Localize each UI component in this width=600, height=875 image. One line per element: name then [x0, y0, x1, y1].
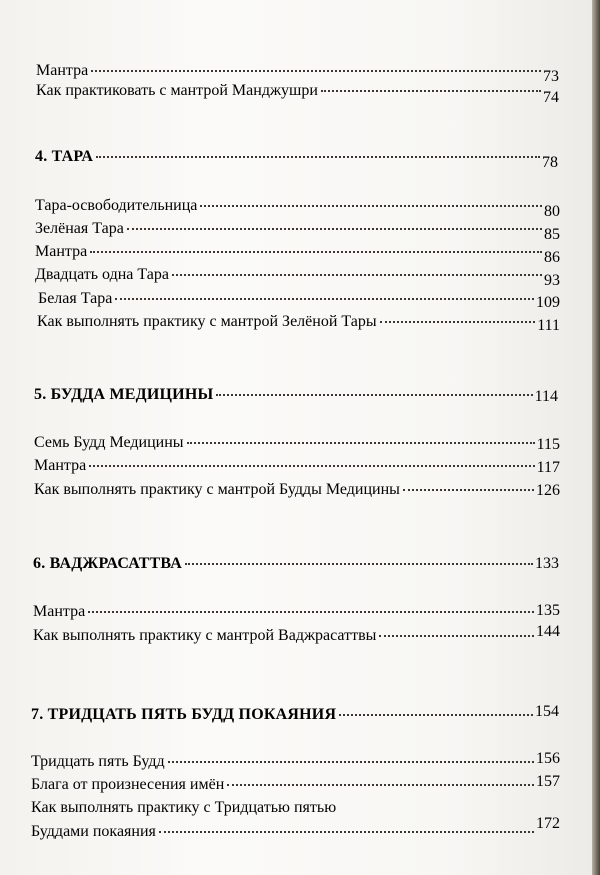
toc-entry-title: Как выполнять практику с Тридцатью пятью	[31, 799, 337, 816]
toc-chapter-title: 6. ВАДЖРАСАТТВА	[33, 555, 182, 572]
toc-entry-title: Зелёная Тара	[35, 220, 124, 237]
toc-page-number: 74	[543, 89, 559, 106]
dot-leader	[89, 465, 534, 467]
toc-chapter-title: 5. БУДДА МЕДИЦИНЫ	[34, 386, 214, 403]
toc-entry-green-tara-practice	[37, 312, 560, 332]
toc-page-number: 73	[543, 68, 559, 85]
toc-entry-title: Тара-освободительница	[35, 197, 198, 214]
toc-page-number: 117	[536, 459, 560, 476]
dot-leader	[227, 784, 534, 786]
dot-leader	[403, 489, 534, 491]
dot-leader	[187, 442, 535, 444]
toc-page-number: 144	[536, 623, 560, 640]
dot-leader	[88, 611, 534, 613]
toc-chapter-medicine-buddha	[34, 385, 558, 405]
toc-page-number: 78	[542, 154, 558, 171]
dot-leader	[96, 156, 540, 158]
toc-entry-title: Белая Тара	[38, 290, 113, 307]
toc-entry-title: Семь Будд Медицины	[34, 434, 184, 451]
page-edge	[592, 0, 600, 875]
toc-entry-title: Двадцать одна Тара	[35, 266, 169, 283]
toc-entry-seven-medicine-buddhas	[34, 433, 560, 453]
dot-leader	[159, 831, 534, 833]
dot-leader	[127, 228, 542, 230]
toc-chapter-vajrasattva	[33, 554, 559, 574]
toc-page-number: 156	[536, 750, 560, 767]
toc-page-number: 126	[536, 482, 560, 499]
toc-entry-title: Мантра	[36, 62, 89, 79]
toc-entry-mantra-1	[36, 61, 559, 85]
toc-entry-title: Блага от произнесения имён	[31, 776, 225, 793]
toc-entry-title: Мантра	[33, 603, 86, 620]
toc-page-number: 114	[534, 388, 558, 405]
toc-entry-white-tara	[38, 289, 560, 309]
toc-page-number: 115	[536, 436, 560, 453]
toc-entry-mantra-2	[35, 242, 560, 266]
toc-entry-title: Как выполнять практику с мантрой Ваджрасаттвы	[33, 627, 377, 644]
toc-entry-title: Как выполнять практику с мантрой Зелёной Тары	[37, 313, 377, 330]
toc-entry-title: Буддами покаяния	[31, 823, 156, 840]
dot-leader	[91, 70, 541, 72]
dot-leader	[339, 714, 533, 716]
toc-entry-benefits-of-names	[31, 775, 560, 795]
toc-entry-mantra-4	[33, 602, 560, 622]
toc-page-number: 86	[544, 249, 560, 266]
toc-entry-title: Мантра	[35, 243, 88, 260]
dot-leader	[185, 563, 533, 565]
dot-leader	[90, 251, 542, 253]
dot-leader	[216, 394, 532, 396]
toc-entry-title: Тридцать пять Будд	[31, 753, 165, 770]
toc-entry-manjushri-practice	[36, 81, 559, 106]
toc-entry-tara-liberator	[35, 196, 560, 220]
toc-page-number: 133	[535, 555, 559, 572]
toc-page-number: 80	[544, 203, 560, 220]
toc-entry-medicine-buddha-practice	[34, 480, 560, 500]
toc-entry-green-tara	[35, 219, 560, 243]
toc-chapter-thirty-five-buddhas	[31, 705, 559, 725]
toc-entry-thirty-five-buddhas	[31, 752, 560, 772]
dot-leader	[172, 274, 542, 276]
toc-entry-thirty-five-practice-line2	[31, 815, 560, 842]
dot-leader	[168, 761, 534, 763]
toc-page-number: 154	[535, 703, 559, 720]
dot-leader	[379, 635, 534, 637]
toc-page-number: 93	[544, 272, 560, 289]
dot-leader	[321, 90, 541, 92]
toc-page-number: 111	[537, 317, 560, 334]
toc-page-number: 135	[536, 602, 560, 619]
toc-entry-twenty-one-taras	[35, 265, 560, 289]
toc-page-number: 109	[536, 294, 560, 311]
toc-entry-title: Как практиковать с мантрой Манджушри	[36, 82, 318, 99]
toc-entry-title: Как выполнять практику с мантрой Будды Медицины	[34, 481, 400, 498]
toc-page-number: 85	[544, 226, 560, 243]
dot-leader	[200, 205, 542, 207]
toc-chapter-title: 4. ТАРА	[35, 148, 94, 165]
toc-page-number: 172	[536, 815, 560, 832]
toc-page-number: 157	[536, 773, 560, 790]
toc-chapter-tara	[35, 147, 558, 171]
toc-entry-mantra-3	[34, 456, 560, 476]
toc-chapter-title: 7. ТРИДЦАТЬ ПЯТЬ БУДД ПОКАЯНИЯ	[31, 706, 337, 723]
dot-leader	[115, 298, 534, 300]
toc-entry-vajrasattva-practice	[33, 623, 560, 646]
toc-entry-title: Мантра	[34, 457, 87, 474]
toc-entry-thirty-five-practice-line1	[31, 798, 560, 818]
dot-leader	[380, 321, 536, 323]
